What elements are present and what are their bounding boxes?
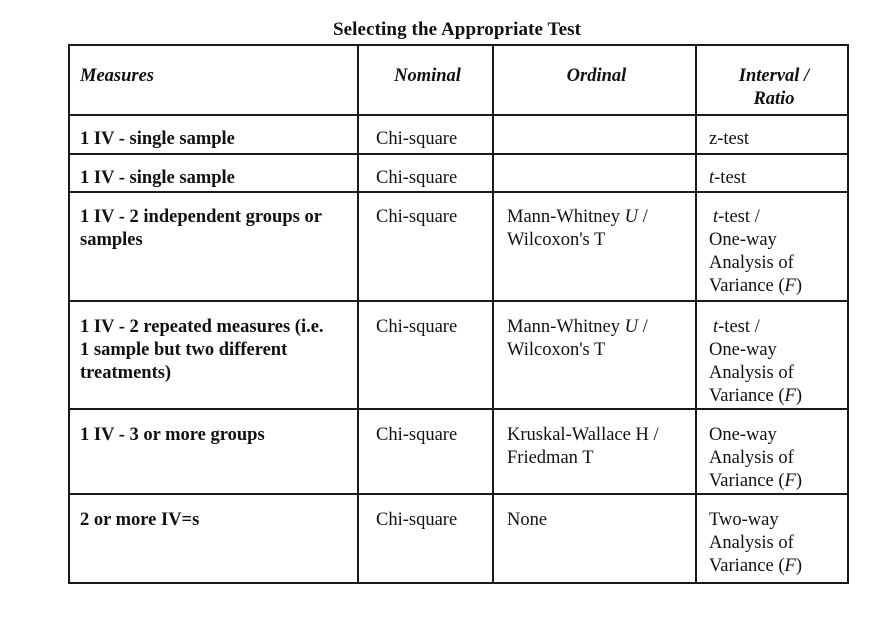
ordinal-text: Mann-Whitney	[507, 317, 625, 337]
page-title: Selecting the Appropriate Test	[332, 19, 582, 40]
header-interval-ratio	[696, 45, 848, 115]
ordinal-cell	[493, 154, 696, 192]
nominal-cell	[358, 115, 493, 154]
ordinal-text: Wilcoxon's T	[507, 340, 606, 360]
nominal-text: Chi-square	[376, 168, 458, 188]
interval-cell	[696, 409, 848, 494]
interval-text-italic: t	[713, 207, 719, 227]
measure-text: samples	[80, 230, 143, 250]
nominal-text: Chi-square	[376, 207, 458, 227]
interval-cell	[696, 154, 848, 192]
interval-text: )	[795, 471, 802, 491]
interval-text: Variance (	[709, 276, 785, 296]
interval-text: Variance (	[709, 386, 785, 406]
interval-text: z-test	[709, 129, 750, 149]
interval-cell	[696, 115, 848, 154]
ordinal-text: None	[507, 510, 548, 530]
nominal-cell	[358, 192, 493, 301]
measure-text: 1 IV - 3 or more groups	[80, 425, 265, 445]
measure-cell	[69, 154, 358, 192]
ordinal-text: Kruskal-Wallace H /	[507, 425, 659, 445]
interval-text-italic: t	[709, 168, 715, 188]
interval-text: One-way	[709, 340, 777, 360]
header-nominal	[358, 45, 493, 115]
ordinal-text-italic: U	[624, 207, 639, 227]
interval-cell	[696, 494, 848, 583]
nominal-text: Chi-square	[376, 129, 458, 149]
table-row	[69, 494, 848, 583]
table-row	[69, 115, 848, 154]
interval-text-italic: F	[784, 386, 796, 406]
interval-text: )	[795, 276, 802, 296]
ordinal-text: /	[638, 317, 648, 337]
ordinal-text: Friedman T	[507, 448, 594, 468]
interval-text: -test /	[718, 317, 760, 337]
measure-text: 1 sample but two different	[80, 340, 288, 360]
nominal-text: Chi-square	[376, 425, 458, 445]
interval-text: )	[795, 556, 802, 576]
ordinal-cell	[493, 494, 696, 583]
measure-text: 1 IV - 2 repeated measures (i.e.	[80, 317, 324, 337]
measure-cell	[69, 192, 358, 301]
ordinal-cell	[493, 301, 696, 409]
interval-text: Analysis of	[709, 363, 794, 383]
interval-text: One-way	[709, 425, 777, 445]
header-ordinal-label: Ordinal	[566, 66, 627, 86]
nominal-text: Chi-square	[376, 510, 458, 530]
interval-text: Analysis of	[709, 253, 794, 273]
interval-text: Two-way	[709, 510, 779, 530]
table-row	[69, 154, 848, 192]
nominal-cell	[358, 409, 493, 494]
ordinal-text-italic: U	[624, 317, 639, 337]
interval-text-italic: F	[784, 556, 796, 576]
ordinal-text: Wilcoxon's T	[507, 230, 606, 250]
interval-text: Analysis of	[709, 533, 794, 553]
interval-text-italic: F	[784, 471, 796, 491]
nominal-cell	[358, 154, 493, 192]
interval-text: Analysis of	[709, 448, 794, 468]
ordinal-cell	[493, 115, 696, 154]
interval-text: Variance (	[709, 471, 785, 491]
measure-cell	[69, 409, 358, 494]
interval-cell	[696, 301, 848, 409]
nominal-cell	[358, 301, 493, 409]
ordinal-text: /	[638, 207, 648, 227]
measure-text: 2 or more IV=s	[80, 510, 200, 530]
table-header-row	[69, 45, 848, 115]
table-row	[69, 301, 848, 409]
interval-text: )	[795, 386, 802, 406]
interval-text-italic: F	[784, 276, 796, 296]
header-measures-label: Measures	[80, 66, 155, 86]
table-row	[69, 192, 848, 301]
test-selection-table	[68, 44, 849, 584]
interval-cell	[696, 192, 848, 301]
header-measures	[69, 45, 358, 115]
header-nominal-label: Nominal	[394, 66, 461, 86]
interval-text: One-way	[709, 230, 777, 250]
measure-text: 1 IV - 2 independent groups or	[80, 207, 322, 227]
ordinal-cell	[493, 409, 696, 494]
measure-text: 1 IV - single sample	[80, 129, 235, 149]
nominal-cell	[358, 494, 493, 583]
interval-text: -test /	[718, 207, 760, 227]
ordinal-text: Mann-Whitney	[507, 207, 625, 227]
nominal-text: Chi-square	[376, 317, 458, 337]
ordinal-cell	[493, 192, 696, 301]
measure-cell	[69, 494, 358, 583]
measure-cell	[69, 301, 358, 409]
measure-cell	[69, 115, 358, 154]
header-ratio-label: Ratio	[753, 89, 795, 109]
measure-text: treatments)	[80, 363, 172, 383]
header-interval-label: Interval /	[738, 66, 810, 86]
header-ordinal	[493, 45, 696, 115]
measure-text: 1 IV - single sample	[80, 168, 235, 188]
table-row	[69, 409, 848, 494]
interval-text-italic: t	[713, 317, 719, 337]
interval-text: Variance (	[709, 556, 785, 576]
interval-text: -test	[714, 168, 746, 188]
